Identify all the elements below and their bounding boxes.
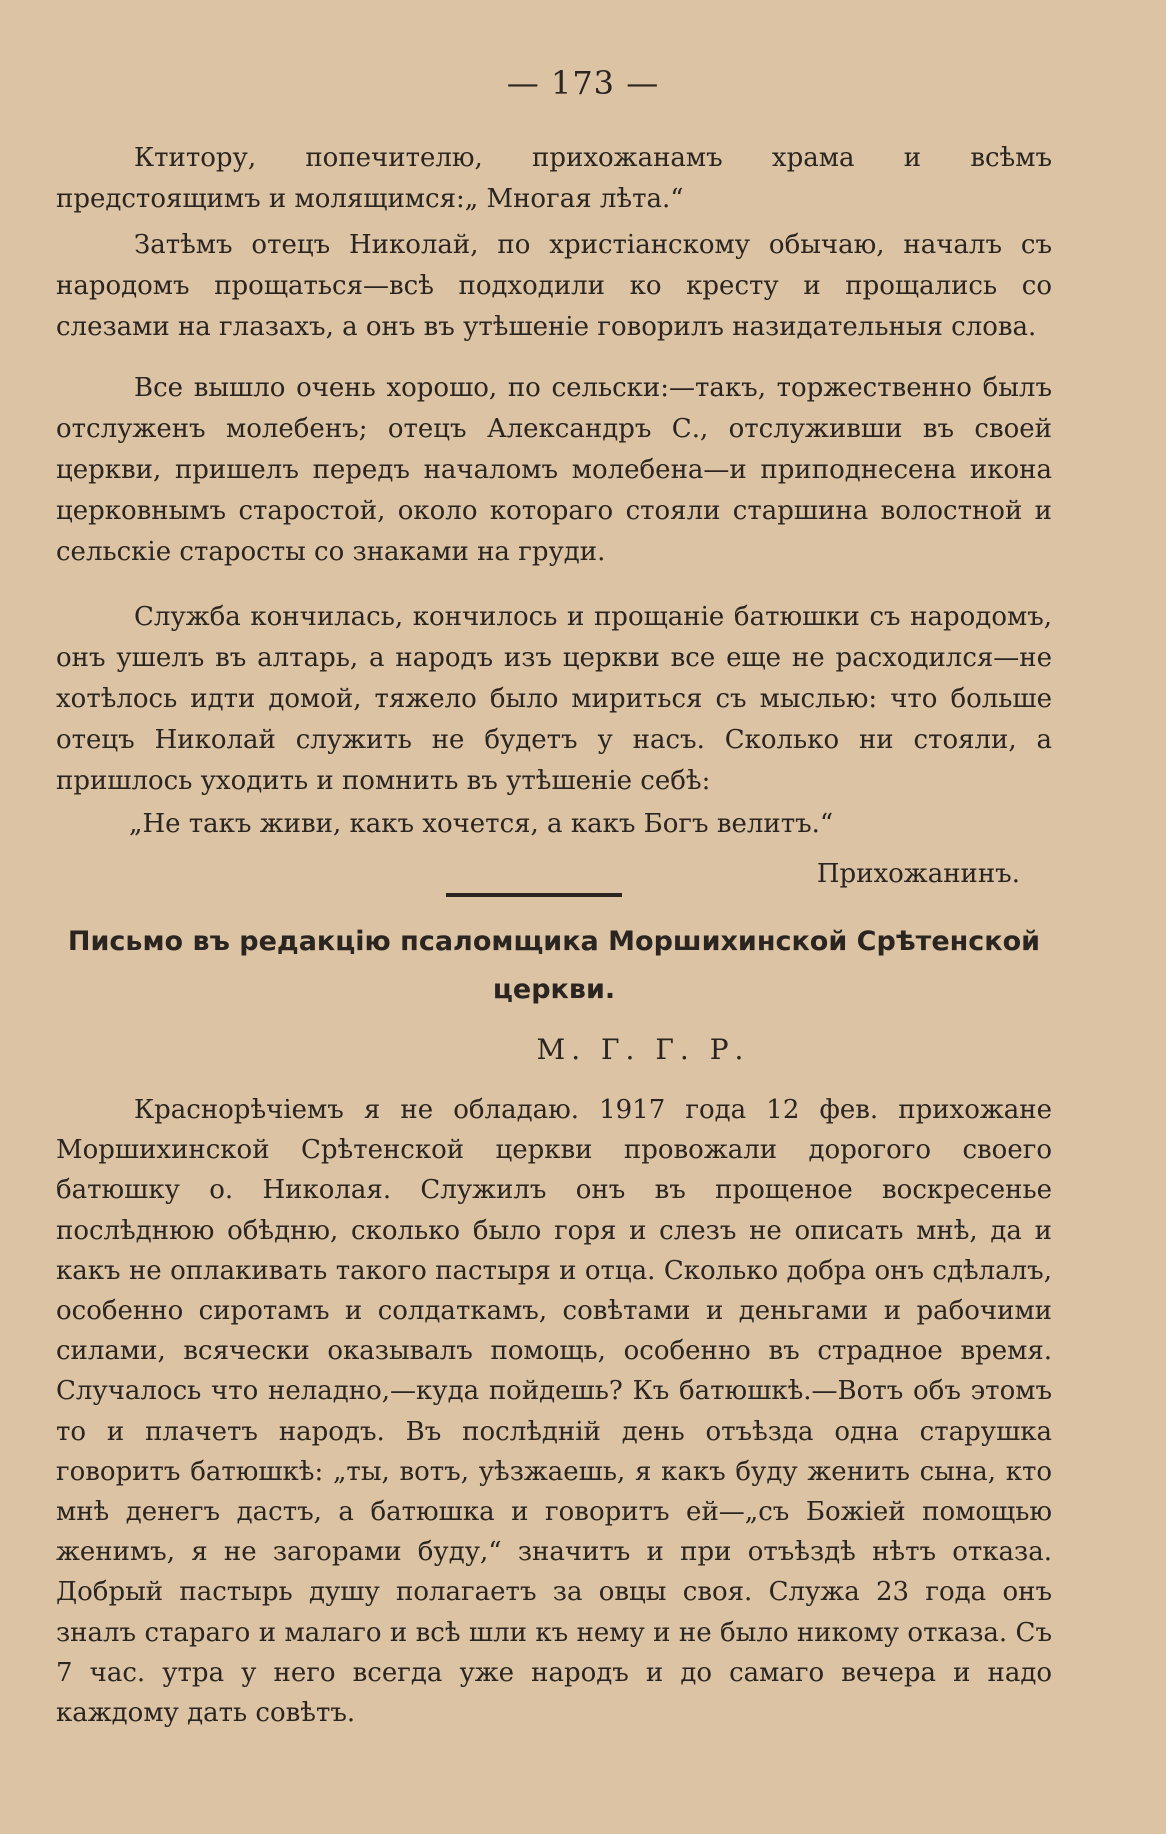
page-number: — 173 — bbox=[506, 64, 660, 102]
article-paragraph: Служба кончилась, кончилось и прощаніе батюшки съ народомъ, онъ ушелъ въ алтарь, а народъ изъ церкви все еще не расходился—не хотѣлось идти домой, тяжело было мириться съ мыслью: что больше отецъ Николай служить не будетъ у насъ. Сколько ни стояли, а пришлось уходить и помнить въ утѣшеніе себѣ: bbox=[56, 602, 1052, 796]
article-paragraph: Все вышло очень хорошо, по сельски:—такъ, торжественно былъ отслуженъ молебенъ; отецъ Александръ С., отслуживши въ своей церкви, пришелъ передъ началомъ молебена—и приподнесена икона церковнымъ старостой, около котораго стояли старшина волостной и сельскіе старосты со знаками на груди. bbox=[56, 373, 1052, 567]
motto-quote: „Не такъ живи, какъ хочется, а какъ Богъ велитъ.“ bbox=[129, 809, 834, 839]
article-heading: Письмо въ редакцію псаломщика Моршихинской Срѣтенской церкви. bbox=[67, 926, 1041, 1005]
article-paragraph: Затѣмъ отецъ Николай, по христіанскому обычаю, началъ съ народомъ прощаться—всѣ подходили ко кресту и прощались со слезами на глазахъ, а онъ въ утѣшеніе говорилъ назидательныя слова. bbox=[56, 230, 1052, 342]
letter-paragraph: Краснорѣчіемъ я не обладаю. 1917 года 12 фев. прихожане Моршихинской Срѣтенской церкви провожали дорогого своего батюшку о. Николая. Служилъ онъ въ прощеное воскресенье послѣднюю обѣдню, сколько было горя и слезъ не описать мнѣ, да и какъ не оплакивать такого пастыря и отца. Сколько добра онъ сдѣлалъ, особенно сиротамъ и солдаткамъ, совѣтами и деньгами и рабочими силами, всячески оказывалъ помощь, особенно въ страдное время. Случалось что неладно,—куда пойдешь? Къ батюшкѣ.—Вотъ объ этомъ то и плачетъ народъ. Въ послѣдній день отъѣзда одна старушка говоритъ батюшкѣ: „ты, вотъ, уѣзжаешь, я какъ буду женить сына, кто мнѣ денегъ дастъ, а батюшка и говоритъ ей—„съ Божіей помощью женимъ, я не загорами буду,“ значитъ и при отъѣздѣ нѣтъ отказа. Добрый пастырь душу полагаетъ за овцы своя. Служа 23 года онъ зналъ стараго и малаго и всѣ шли къ нему и не было никому отказа. Съ 7 час. утра у него всегда уже народъ и до самаго вечера и надо каждому дать совѣтъ. bbox=[56, 1095, 1052, 1729]
article-signature: Прихожанинъ. bbox=[816, 859, 1020, 889]
letter-salutation: М. Г. Г. Р. bbox=[536, 1033, 750, 1066]
article-paragraph: Ктитору, попечителю, прихожанамъ храма и всѣмъ предстоящимъ и молящимся:„ Многая лѣта.“ bbox=[56, 143, 1052, 214]
section-divider bbox=[446, 893, 622, 897]
